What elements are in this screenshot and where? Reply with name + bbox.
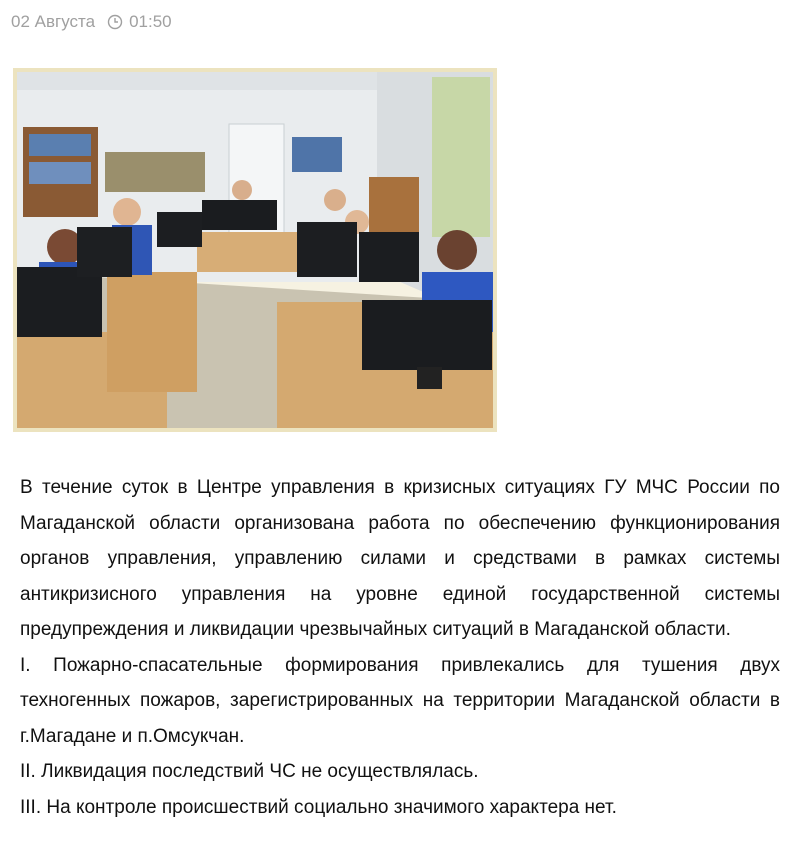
article-paragraph-1: В течение суток в Центре управления в кризисных ситуациях ГУ МЧС России по Магаданской области организована работа по обеспечению функционирования органов управления, управлению силами и средствами в рамках системы антикризисного управления на уровне единой государственной системы предупреждения и ликвидации чрезвычайных ситуаций в Магаданской области. xyxy=(20,477,780,640)
post-time: 01:50 xyxy=(129,12,172,31)
article-paragraph-3: II. Ликвидация последствий ЧС не осуществлялась. xyxy=(20,761,479,782)
article-paragraph-2: I. Пожарно-спасательные формирования привлекались для тушения двух техногенных пожаров, зарегистрированных на территории Магаданской области в г.Магадане и п.Омсукчан. xyxy=(20,654,780,747)
clock-icon xyxy=(107,14,123,30)
article-photo xyxy=(13,68,497,432)
article-body xyxy=(20,470,780,825)
article-paragraph-4: III. На контроле происшествий социально значимого характера нет. xyxy=(20,796,617,818)
post-meta xyxy=(11,12,172,32)
post-date: 02 Августа xyxy=(11,12,96,31)
